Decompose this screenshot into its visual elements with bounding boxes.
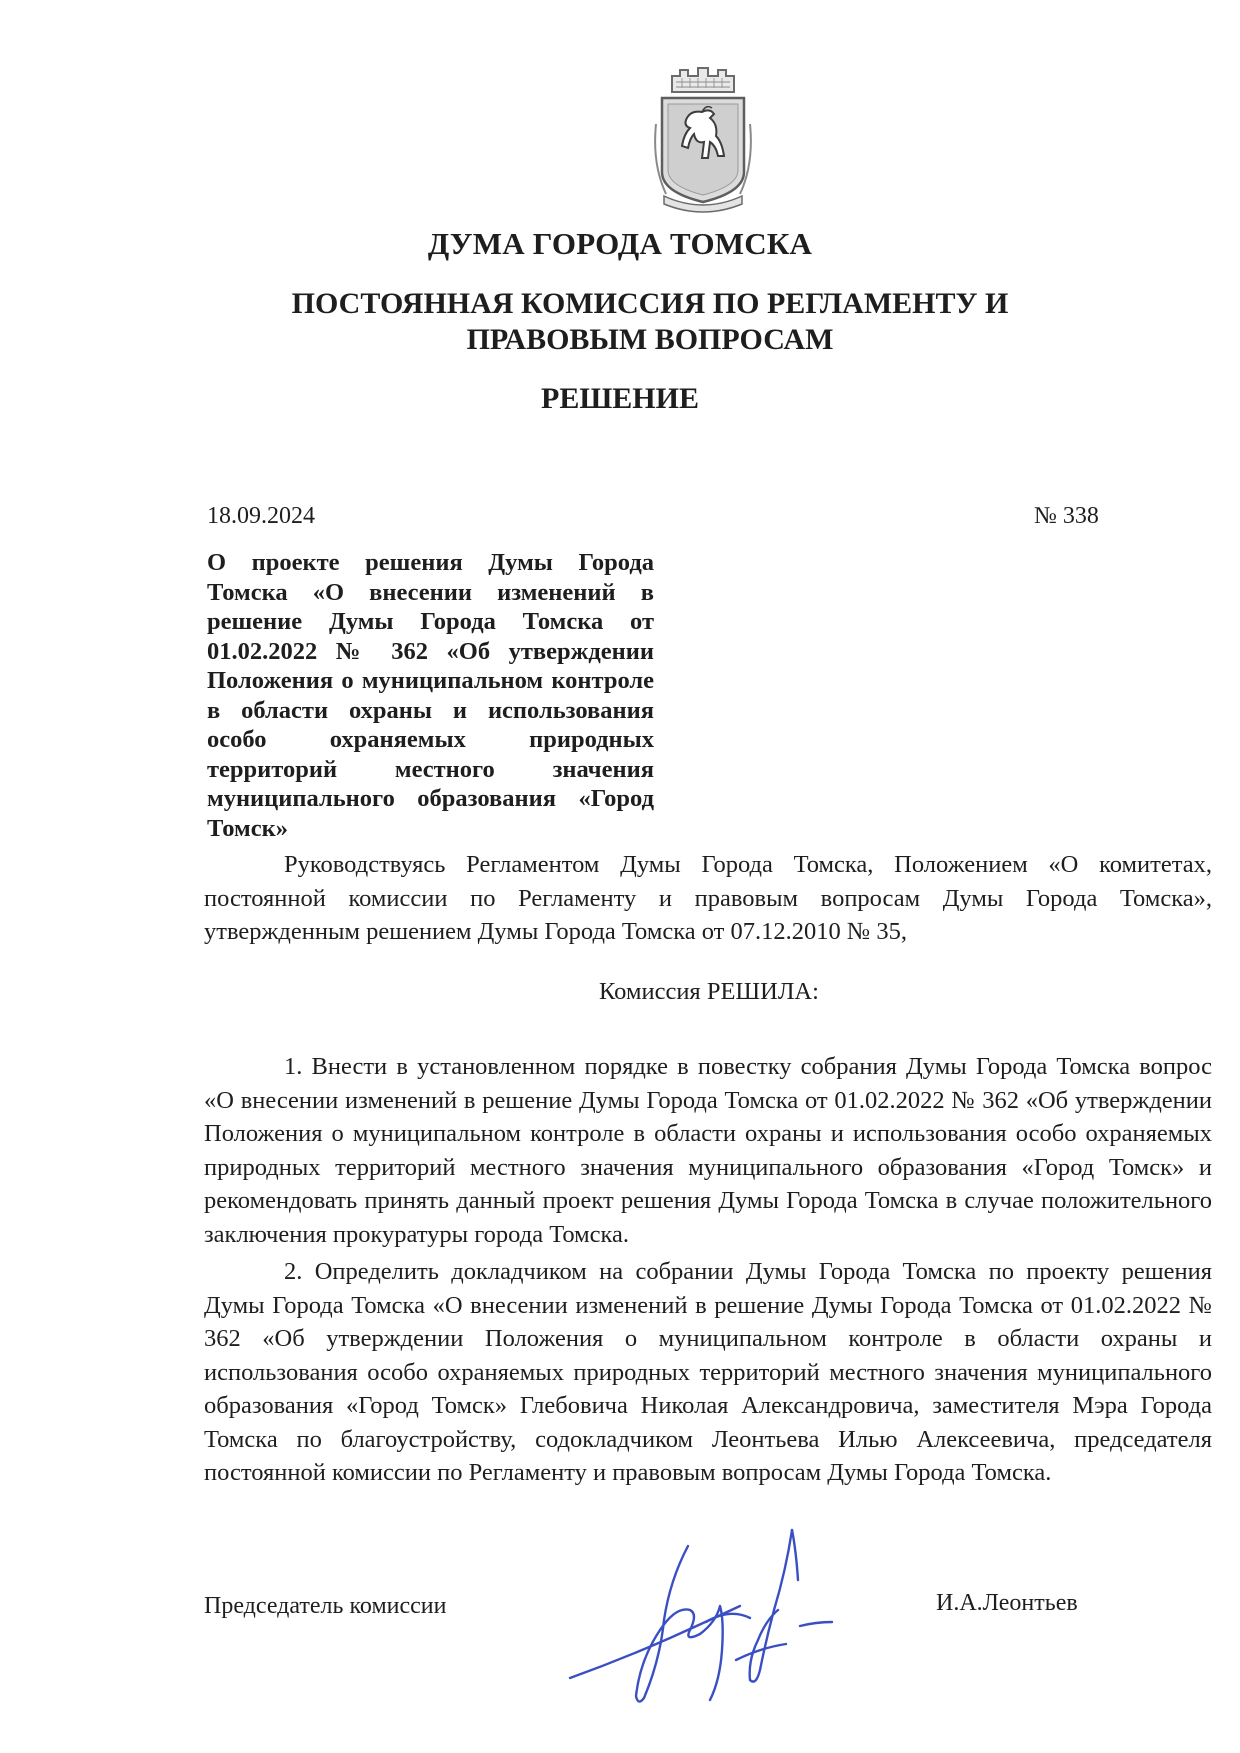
city-crest-emblem bbox=[650, 64, 756, 214]
signatory-name: И.А.Леонтьев bbox=[936, 1590, 1078, 1616]
decision-item-2: 2. Определить докладчиком на собрании Думы Города Томска по проекту решения Думы Города Томска «О внесении изменений в решение Думы Города Томска от 01.02.2022 № 362 «Об утверждении Положения о муниципальном контроле в области охраны и использования особо охраняемых природных территорий местного значения муниципального образования «Город Томск» Глебовича Николая Александровича, заместителя Мэра Города Томска по благоустройству, содокладчиком Леонтьева Илью Алексеевича, председателя постоянной комиссии по Регламенту и правовым вопросам Думы Города Томска. bbox=[204, 1258, 1212, 1486]
document-date: 18.09.2024 bbox=[207, 503, 315, 529]
decision-item-1: 1. Внести в установленном порядке в повестку собрания Думы Города Томска вопрос «О внесении изменений в решение Думы Города Томска от 01.02.2022 № 362 «Об утверждении Положения о муниципальном контроле в области охраны и использования особо охраняемых природных территорий местного значения муниципального образования «Город Томск» и рекомендовать принять данный проект решения Думы Города Томска в случае положительного заключения прокуратуры города Томска. bbox=[204, 1053, 1212, 1248]
handwritten-signature bbox=[560, 1510, 850, 1710]
document-number: № 338 bbox=[1034, 503, 1099, 529]
document-type-title: РЕШЕНИЕ bbox=[541, 382, 699, 415]
organization-title: ДУМА ГОРОДА ТОМСКА bbox=[427, 226, 813, 261]
signatory-title: Председатель комиссии bbox=[204, 1593, 447, 1619]
document-subject: О проекте решения Думы Города Томска «О внесении изменений в решение Думы Города Томска от 01.02.2022 № 362 «Об утверждении Положения о муниципальном контроле в области охраны и использования особо охраняемых природных территорий местного значения муниципального образования «Город Томск» bbox=[207, 549, 654, 842]
resolved-heading: Комиссия РЕШИЛА: bbox=[599, 978, 819, 1005]
commission-title: ПОСТОЯННАЯ КОМИССИЯ ПО РЕГЛАМЕНТУ И ПРАВОВЫМ ВОПРОСАМ bbox=[291, 287, 1009, 356]
preamble-paragraph: Руководствуясь Регламентом Думы Города Томска, Положением «О комитетах, постоянной комиссии по Регламенту и правовым вопросам Думы Города Томска», утвержденным решением Думы Города Томска от 07.12.2010 № 35, bbox=[204, 851, 1212, 945]
